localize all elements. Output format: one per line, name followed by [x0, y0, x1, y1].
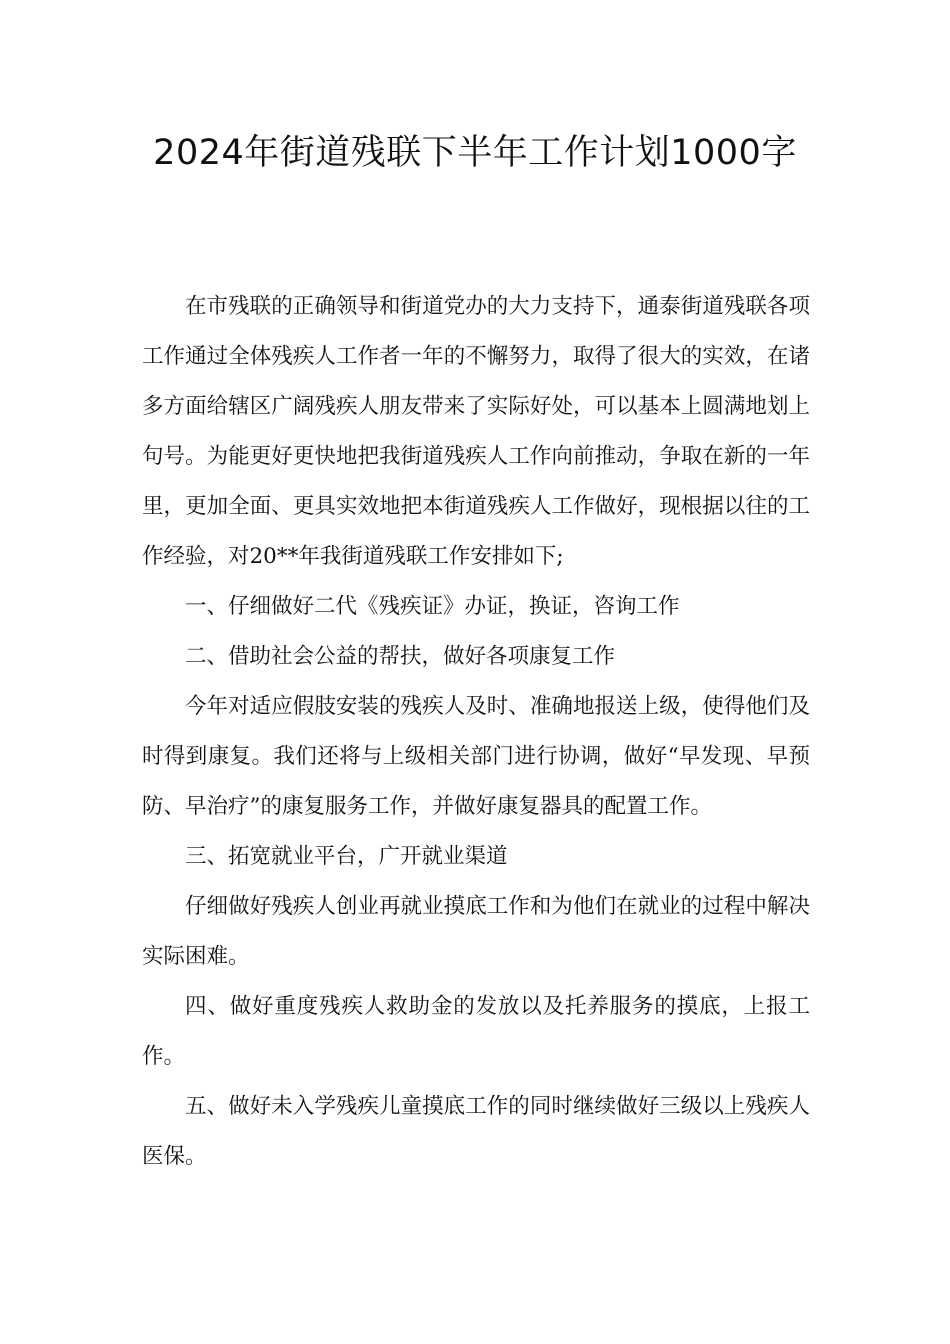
- paragraph-item-1: 一、仔细做好二代《残疾证》办证，换证，咨询工作: [185, 594, 680, 619]
- document-title: 2024年街道残联下半年工作计划1000字: [153, 133, 797, 173]
- paragraph-item-2: 二、借助社会公益的帮扶，做好各项康复工作: [185, 644, 616, 669]
- paragraph-item-4: 四、做好重度残疾人救助金的发放以及托养服务的摸底，上报工作。: [142, 994, 810, 1069]
- paragraph-item-2-detail: 今年对适应假肢安装的残疾人及时、准确地报送上级，使得他们及时得到康复。我们还将与上级相关部门进行协调，做好“早发现、早预防、早治疗”的康复服务工作，并做好康复器具的配置工作。: [142, 694, 810, 819]
- paragraph-intro: 在市残联的正确领导和街道党办的大力支持下，通泰街道残联各项工作通过全体残疾人工作者一年的不懈努力，取得了很大的实效，在诸多方面给辖区广阔残疾人朋友带来了实际好处，可以基本上圆满地划上句号。为能更好更快地把我街道残疾人工作向前推动，争取在新的一年里，更加全面、更具实效地把本街道残疾人工作做好，现根据以往的工作经验，对20**年我街道残联工作安排如下;: [142, 294, 810, 569]
- paragraph-item-5: 五、做好未入学残疾儿童摸底工作的同时继续做好三级以上残疾人医保。: [142, 1094, 810, 1169]
- paragraph-item-3: 三、拓宽就业平台，广开就业渠道: [185, 844, 508, 869]
- document-body: [142, 282, 810, 1182]
- paragraph-item-3-detail: 仔细做好残疾人创业再就业摸底工作和为他们在就业的过程中解决实际困难。: [142, 894, 810, 969]
